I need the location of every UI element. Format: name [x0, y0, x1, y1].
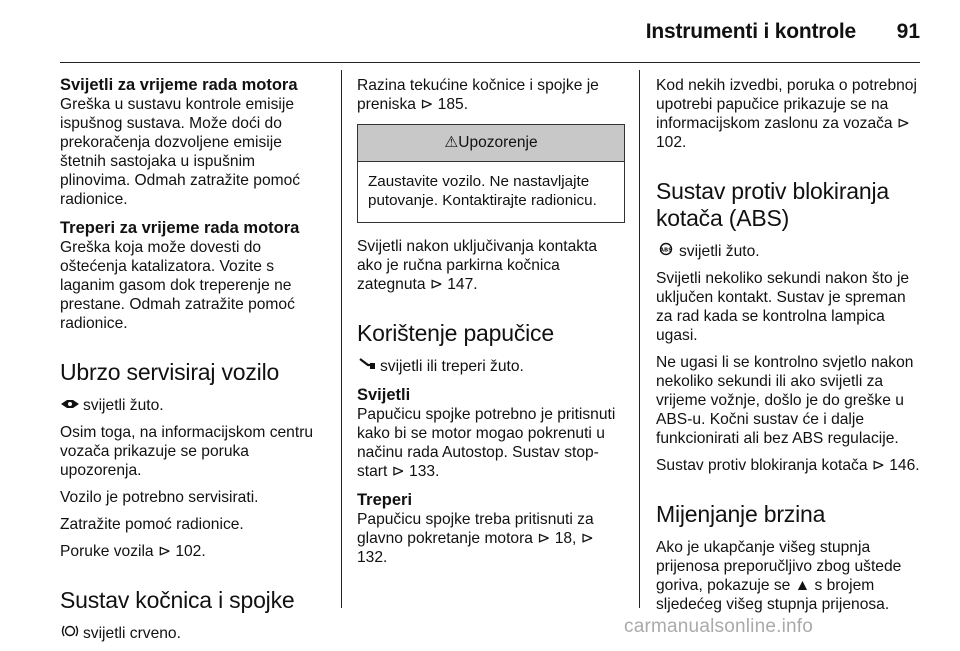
- service-paragraph-3: Zatražite pomoć radionice.: [60, 516, 244, 533]
- brake-warning-icon: [60, 624, 80, 643]
- page-number: 91: [896, 20, 920, 43]
- section-text-lit: Papučicu spojke potrebno je pritisnuti kako bi se motor mogao pokrenuti u načinu rada Autostop. Sustav stop-start ⊳ 133.: [357, 406, 616, 480]
- heading-gear-shift: Mijenjanje brzina: [656, 501, 826, 527]
- section-heading-lit: Svijetli: [357, 386, 411, 404]
- parking-brake-text: Svijetli nakon uključivanja kontakta ako je ručna parkirna kočnica zategnuta ⊳ 147.: [357, 238, 598, 293]
- service-indicator-text: svijetli žuto.: [83, 397, 164, 414]
- abs-icon: [656, 242, 676, 261]
- page-header-title: Instrumenti i kontrole: [645, 20, 856, 43]
- gear-shift-text: Ako je ukapčanje višeg stupnja prijenosa preporučljivo zbog uštede goriva, pokazuje se ▲ s brojem sljedećeg višeg stupnja prijenosa.: [656, 539, 902, 613]
- warning-box: [357, 124, 625, 223]
- abs-paragraph-2: Ne ugasi li se kontrolno svjetlo nakon nekoliko sekundi ili ako svijetli za vrijeme vožnje, došlo je do greške u ABS-u. Kočni sustav će i dalje funkcionirati ali bez ABS regulacije.: [656, 354, 914, 447]
- column-2: [357, 76, 625, 575]
- heading-abs: Sustav protiv blokiranja kotača (ABS): [656, 178, 889, 231]
- abs-indicator-text: svijetli žuto.: [679, 243, 760, 260]
- section-heading-flash: Treperi: [357, 491, 413, 509]
- clutch-pedal-icon: [357, 357, 377, 376]
- header-divider: [60, 62, 920, 63]
- abs-paragraph-1: Svijetli nekoliko sekundi nakon što je uključen kontakt. Sustav je spreman za rad kada se kontrolna lampica ugasi.: [656, 270, 910, 344]
- column-3: [656, 76, 924, 622]
- column-divider-2: [639, 70, 640, 608]
- section-text-flash: Papučicu spojke treba pritisnuti za glavno pokretanje motora ⊳ 18, ⊳ 132.: [357, 511, 594, 566]
- pedal-message-text: Kod nekih izvedbi, poruka o potrebnoj upotrebi papučice prikazuje se na informacijskom zaslonu za vozača ⊳ 102.: [656, 77, 917, 151]
- warning-text: Zaustavite vozilo. Ne nastavljajte putovanje. Kontaktirajte radionicu.: [368, 173, 597, 209]
- abs-paragraph-3: Sustav protiv blokiranja kotača ⊳ 146.: [656, 457, 920, 474]
- heading-pedal-use: Korištenje papučice: [357, 320, 554, 346]
- column-divider-1: [341, 70, 342, 608]
- service-paragraph-4: Poruke vozila ⊳ 102.: [60, 543, 206, 560]
- service-paragraph-2: Vozilo je potrebno servisirati.: [60, 489, 259, 506]
- pedal-indicator-text: svijetli ili treperi žuto.: [380, 358, 524, 375]
- heading-service-vehicle: Ubrzo servisiraj vozilo: [60, 359, 280, 385]
- section-heading-steady: Svijetli za vrijeme rada motora: [60, 76, 298, 94]
- brake-indicator-line: [60, 624, 324, 643]
- svg-text:ABS: ABS: [659, 247, 673, 254]
- section-text-flashing: Greška koja može dovesti do oštećenja katalizatora. Vozite s laganim gasom dok treperenje ne prestane. Odmah zatražite pomoć radionice.: [60, 239, 295, 332]
- column-1: [60, 76, 324, 651]
- service-paragraph-1: Osim toga, na informacijskom centru vozača prikazuje se poruka upozorenja.: [60, 424, 314, 479]
- watermark: carmanualsonline.info: [624, 616, 814, 637]
- brake-fluid-text: Razina tekućine kočnice i spojke je preniska ⊳ 185.: [357, 77, 599, 113]
- service-indicator-line: [60, 396, 324, 415]
- pedal-indicator-line: [357, 357, 625, 376]
- warning-title: ⚠Upozorenje: [358, 125, 624, 162]
- service-wrench-icon: [60, 396, 80, 415]
- section-heading-flashing: Treperi za vrijeme rada motora: [60, 219, 300, 237]
- section-text-steady: Greška u sustavu kontrole emisije ispušnog sustava. Može doći do prekoračenja dozvoljene emisije štetnih sastojaka u ispušnim plinovima. Odmah zatražite pomoć radionice.: [60, 96, 301, 208]
- brake-indicator-text: svijetli crveno.: [83, 625, 181, 642]
- abs-indicator-line: [656, 242, 924, 261]
- heading-brake-system: Sustav kočnica i spojke: [60, 587, 295, 613]
